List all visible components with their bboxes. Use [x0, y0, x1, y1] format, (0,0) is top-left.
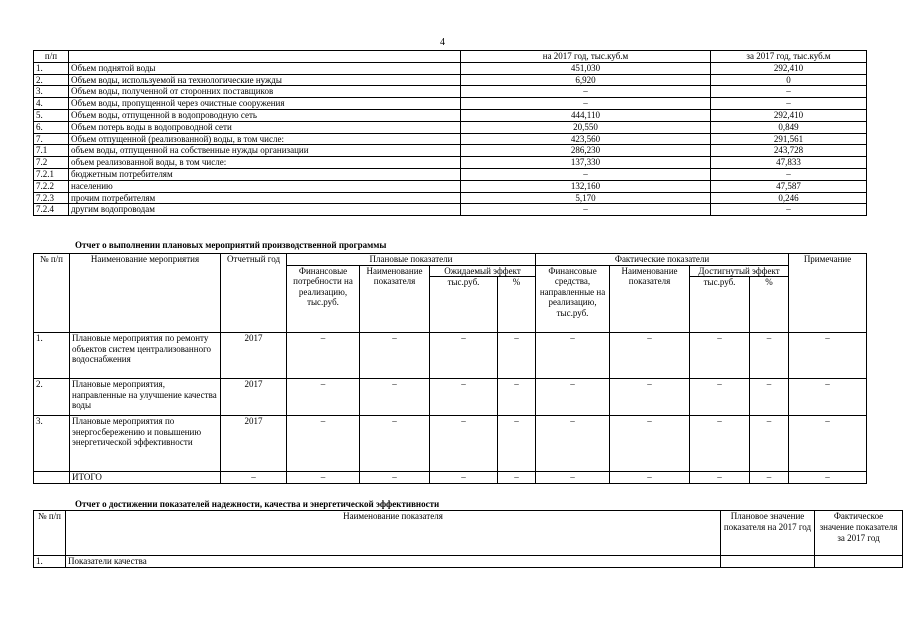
row-dash-cell: –	[610, 379, 690, 416]
row-activity-name: Плановые мероприятия по ремонту объектов систем централизованного водоснабжения	[70, 333, 221, 379]
row-indicator: другим водопроводам	[69, 204, 461, 216]
row-plan-value: 286,230	[461, 145, 711, 157]
col-header-plan: Плановые показатели	[287, 254, 536, 266]
row-fact-value: 47,833	[711, 157, 867, 169]
col-header-plan: на 2017 год, тыс.куб.м	[461, 51, 711, 63]
col-header-fact: за 2017 год, тыс.куб.м	[711, 51, 867, 63]
row-no: 4.	[34, 98, 69, 110]
row-fact-value: –	[711, 98, 867, 110]
row-fact-value: 291,561	[711, 133, 867, 145]
col-header-fact-value: Фактическое значение показателя за 2017 год	[815, 511, 903, 556]
col-header-fact-finance: Финансовые средства, направленные на реализацию, тыс.руб.	[536, 265, 610, 333]
row-dash-cell: –	[360, 416, 430, 472]
section-heading-indicators: Отчет о достижении показателей надежности, качества и энергетической эффективности	[75, 499, 440, 509]
row-no: 3.	[34, 86, 69, 98]
row-fact-value: 0,849	[711, 121, 867, 133]
activities-table	[33, 253, 867, 484]
col-header-plan-indicator: Наименование показателя	[360, 265, 430, 333]
row-dash-cell: –	[430, 333, 498, 379]
row-no: 7.	[34, 133, 69, 145]
col-header-no: № п/п	[34, 254, 70, 333]
row-dash-cell: –	[690, 333, 750, 379]
row-dash-cell: –	[287, 416, 360, 472]
row-indicator: Объем воды, используемой на технологические нужды	[69, 74, 461, 86]
row-plan-value: 132,160	[461, 180, 711, 192]
indicators-table	[33, 510, 903, 568]
row-dash-cell: –	[287, 333, 360, 379]
row-no: 7.2.2	[34, 180, 69, 192]
row-activity-name: Плановые мероприятия по энергосбережению и повышению энергетической эффективности	[70, 416, 221, 472]
row-fact-value: 0	[711, 74, 867, 86]
col-header-note: Примечание	[789, 254, 867, 333]
row-no: 1.	[34, 333, 70, 379]
row-dash-cell: –	[789, 416, 867, 472]
row-dash-cell: –	[690, 379, 750, 416]
col-header-plan-pct: %	[498, 277, 536, 333]
total-dash-cell: –	[610, 472, 690, 484]
table-row	[34, 333, 867, 379]
table-row	[34, 98, 867, 110]
col-header-activity: Наименование мероприятия	[70, 254, 221, 333]
table-row	[34, 133, 867, 145]
col-header-year: Отчетный год	[221, 254, 287, 333]
page-number: 4	[440, 37, 445, 48]
col-header-fact: Фактические показатели	[536, 254, 789, 266]
total-no	[34, 472, 70, 484]
total-dash-cell: –	[536, 472, 610, 484]
row-dash-cell: –	[498, 379, 536, 416]
row-plan-value: 451,030	[461, 62, 711, 74]
row-dash-cell: –	[789, 379, 867, 416]
table-row	[34, 204, 867, 216]
table-header-row	[34, 51, 867, 63]
row-fact-value: 292,410	[711, 109, 867, 121]
row-no: 7.1	[34, 145, 69, 157]
row-no: 6.	[34, 121, 69, 133]
row-dash-cell: –	[430, 379, 498, 416]
section-heading-activities: Отчет о выполнении плановых мероприятий производственной программы	[75, 240, 387, 250]
row-no: 7.2.4	[34, 204, 69, 216]
row-plan-value: –	[461, 204, 711, 216]
row-fact-value: –	[711, 168, 867, 180]
col-header-plan-value: Плановое значение показателя на 2017 год	[721, 511, 815, 556]
row-no: 3.	[34, 416, 70, 472]
row-fact-value: 243,728	[711, 145, 867, 157]
table-row	[34, 62, 867, 74]
row-no: 2.	[34, 379, 70, 416]
row-indicator: Объем поднятой воды	[69, 62, 461, 74]
row-no: 5.	[34, 109, 69, 121]
table-row	[34, 192, 867, 204]
table-row	[34, 379, 867, 416]
row-indicator: Объем потерь воды в водопроводной сети	[69, 121, 461, 133]
row-dash-cell: –	[610, 333, 690, 379]
row-dash-cell: –	[287, 379, 360, 416]
row-indicator: Объем воды, пропущенной через очистные сооружения	[69, 98, 461, 110]
row-dash-cell: –	[498, 333, 536, 379]
row-indicator-name: Показатели качества	[66, 556, 721, 568]
row-dash-cell: –	[536, 416, 610, 472]
table-row	[34, 74, 867, 86]
row-plan-value: –	[461, 168, 711, 180]
row-plan-value: 423,560	[461, 133, 711, 145]
table-row	[34, 121, 867, 133]
row-dash-cell: –	[789, 333, 867, 379]
col-header-no: № п/п	[34, 511, 66, 556]
total-dash-cell: –	[360, 472, 430, 484]
col-header-name	[69, 51, 461, 63]
table-row	[34, 556, 903, 568]
row-indicator: объем реализованной воды, в том числе:	[69, 157, 461, 169]
row-dash-cell: –	[360, 379, 430, 416]
total-dash-cell: –	[287, 472, 360, 484]
table-row	[34, 145, 867, 157]
table-row	[34, 109, 867, 121]
total-label: ИТОГО	[70, 472, 221, 484]
col-header-no: п/п	[34, 51, 69, 63]
row-dash-cell: –	[690, 416, 750, 472]
row-plan-value	[721, 556, 815, 568]
row-indicator: прочим потребителям	[69, 192, 461, 204]
row-fact-value	[815, 556, 903, 568]
row-no: 1.	[34, 556, 66, 568]
row-indicator: объем воды, отпущенной на собственные нужды организации	[69, 145, 461, 157]
row-year: 2017	[221, 416, 287, 472]
table-row	[34, 168, 867, 180]
total-dash-cell: –	[789, 472, 867, 484]
total-dash-cell: –	[221, 472, 287, 484]
row-plan-value: –	[461, 98, 711, 110]
row-plan-value: –	[461, 86, 711, 98]
row-indicator: Объем воды, полученной от сторонних поставщиков	[69, 86, 461, 98]
row-indicator: Объем воды, отпущенной в водопроводную сеть	[69, 109, 461, 121]
row-year: 2017	[221, 333, 287, 379]
row-year: 2017	[221, 379, 287, 416]
row-no: 7.2.3	[34, 192, 69, 204]
row-dash-cell: –	[430, 416, 498, 472]
row-no: 1.	[34, 62, 69, 74]
table-row	[34, 180, 867, 192]
row-no: 7.2	[34, 157, 69, 169]
row-plan-value: 20,550	[461, 121, 711, 133]
total-dash-cell: –	[430, 472, 498, 484]
row-dash-cell: –	[536, 333, 610, 379]
total-dash-cell: –	[750, 472, 789, 484]
col-header-plan-finance: Финансовые потребности на реализацию, тыс.руб.	[287, 265, 360, 333]
row-no: 2.	[34, 74, 69, 86]
row-activity-name: Плановые мероприятия, направленные на улучшение качества воды	[70, 379, 221, 416]
row-plan-value: 6,920	[461, 74, 711, 86]
water-volume-table	[33, 50, 867, 216]
col-header-plan-trub: тыс.руб.	[430, 277, 498, 333]
col-header-plan-effect: Ожидаемый эффект	[430, 265, 536, 277]
col-header-fact-effect: Достигнутый эффект	[690, 265, 789, 277]
row-plan-value: 137,330	[461, 157, 711, 169]
row-dash-cell: –	[750, 379, 789, 416]
row-fact-value: 292,410	[711, 62, 867, 74]
row-fact-value: –	[711, 86, 867, 98]
total-dash-cell: –	[498, 472, 536, 484]
total-dash-cell: –	[690, 472, 750, 484]
row-no: 7.2.1	[34, 168, 69, 180]
row-dash-cell: –	[498, 416, 536, 472]
row-plan-value: 444,110	[461, 109, 711, 121]
table-row	[34, 416, 867, 472]
col-header-indicator: Наименование показателя	[66, 511, 721, 556]
row-indicator: бюджетным потребителям	[69, 168, 461, 180]
total-row	[34, 472, 867, 484]
col-header-fact-pct: %	[750, 277, 789, 333]
table-row	[34, 157, 867, 169]
row-dash-cell: –	[610, 416, 690, 472]
row-indicator: Объем отпущенной (реализованной) воды, в том числе:	[69, 133, 461, 145]
row-fact-value: 47,587	[711, 180, 867, 192]
row-dash-cell: –	[360, 333, 430, 379]
row-fact-value: 0,246	[711, 192, 867, 204]
row-dash-cell: –	[750, 333, 789, 379]
row-dash-cell: –	[750, 416, 789, 472]
row-indicator: населению	[69, 180, 461, 192]
col-header-fact-indicator: Наименование показателя	[610, 265, 690, 333]
row-plan-value: 5,170	[461, 192, 711, 204]
row-dash-cell: –	[536, 379, 610, 416]
col-header-fact-trub: тыс.руб.	[690, 277, 750, 333]
table-row	[34, 86, 867, 98]
row-fact-value: –	[711, 204, 867, 216]
